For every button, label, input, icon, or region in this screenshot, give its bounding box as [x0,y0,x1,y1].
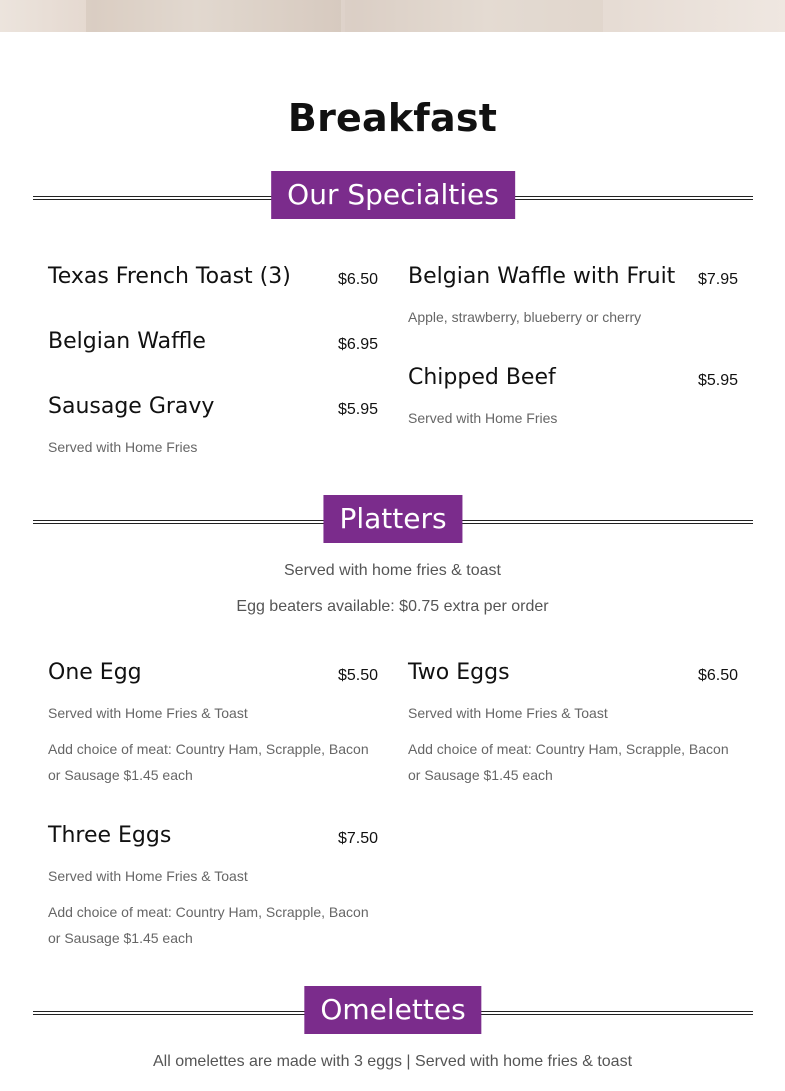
item-name: Belgian Waffle [48,329,206,354]
item-addon-note: Add choice of meat: Country Ham, Scrapple, Bacon or Sausage $1.45 each [48,741,369,783]
item-description: Served with Home Fries [408,410,558,426]
item-name: Chipped Beef [408,365,556,390]
item-price: $7.95 [697,271,738,288]
section-label: Platters [323,495,462,543]
item-description: Served with Home Fries & Toast [48,705,248,721]
section-heading-platters [33,495,753,543]
item-price: $5.95 [337,401,378,418]
item-description: Served with Home Fries & Toast [408,705,608,721]
item-addon-note: Add choice of meat: Country Ham, Scrapple, Bacon or Sausage $1.45 each [408,741,729,783]
section-intro: Served with home fries & toast [284,562,501,579]
item-price: $6.95 [337,336,378,353]
hero-image-banner [0,0,785,32]
item-price: $5.50 [337,667,378,684]
item-name: Two Eggs [408,660,510,685]
item-description: Apple, strawberry, blueberry or cherry [408,309,642,325]
section-label: Our Specialties [271,171,515,219]
item-description: Served with Home Fries [48,439,198,455]
section-heading-specialties [33,171,753,219]
item-addon-note: Add choice of meat: Country Ham, Scrapple, Bacon or Sausage $1.45 each [48,904,369,946]
section-label: Omelettes [304,986,481,1034]
hero-image-tile [86,0,341,32]
section-intro: Egg beaters available: $0.75 extra per order [236,598,549,615]
section-intro: All omelettes are made with 3 eggs | Served with home fries & toast [152,1053,633,1070]
item-name: One Egg [48,660,142,685]
item-name: Sausage Gravy [48,394,215,419]
item-description: Served with Home Fries & Toast [48,868,248,884]
item-price: $6.50 [337,271,378,288]
hero-image-tile [345,0,603,32]
item-price: $6.50 [697,667,738,684]
item-name: Three Eggs [48,823,172,848]
item-name: Texas French Toast (3) [48,264,291,289]
item-price: $5.95 [697,372,738,389]
item-name: Belgian Waffle with Fruit [408,264,676,289]
item-price: $7.50 [337,830,378,847]
section-heading-omelettes [33,986,753,1034]
page-title: Breakfast [287,96,498,140]
